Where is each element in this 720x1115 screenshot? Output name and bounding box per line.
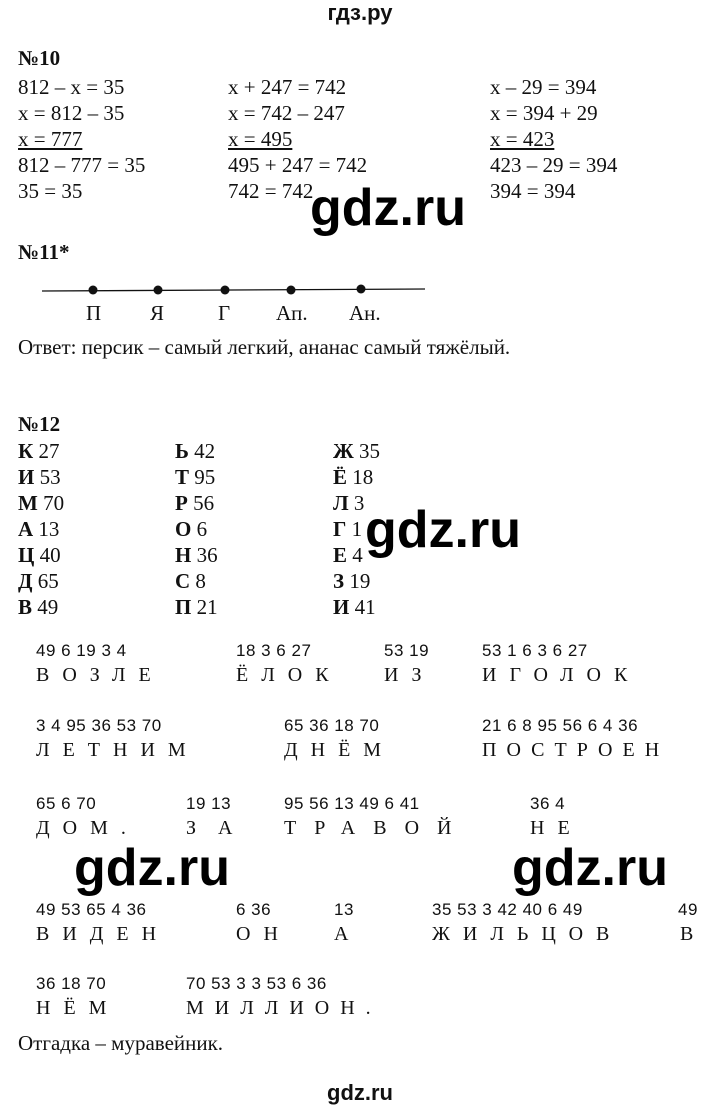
code-number: 18: [352, 465, 374, 489]
point-label: П: [86, 301, 102, 325]
code-number: 49: [37, 595, 59, 619]
code-numbers: 35 53 3 42 40 6 49: [432, 900, 583, 919]
task-11-title: №11*: [18, 240, 70, 264]
point-label: Я: [150, 301, 165, 325]
code-numbers: 21 6 8 95 56 6 4 36: [482, 716, 639, 735]
check-line: 495 + 247 = 742: [228, 153, 368, 177]
code-numbers: 95 56 13 49 6 41: [284, 794, 420, 813]
letter-code: [333, 438, 380, 464]
letter-code-column-2: [175, 438, 218, 620]
code-number: 35: [359, 439, 381, 463]
code-numbers: 65 36 18 70: [284, 716, 380, 735]
code-numbers: 49 6 19 3 4: [36, 641, 127, 660]
letter-code: [18, 490, 64, 516]
point-ya: [154, 286, 163, 295]
point-label: Ап.: [276, 301, 308, 325]
code-numbers: 49 53 65 4 36: [36, 900, 147, 919]
letter: С: [175, 569, 191, 593]
equation-line: х – 29 = 394: [490, 75, 597, 99]
letter-code: [333, 464, 380, 490]
decoded-word: ИГОЛОК: [482, 664, 641, 686]
decoded-word: ОН: [236, 923, 291, 945]
code-numbers: 53 19: [384, 641, 430, 660]
check-result: 35 = 35: [18, 179, 83, 203]
decoded-word: ЗА: [186, 817, 255, 839]
letter-code: [175, 464, 218, 490]
decoded-word: ПОСТРОЕН: [482, 739, 670, 761]
code-number: 42: [194, 439, 216, 463]
code-numbers: 19 13: [186, 794, 232, 813]
code-number: 56: [193, 491, 215, 515]
letter: Ж: [333, 439, 354, 463]
code-number: 40: [39, 543, 61, 567]
letter-code: [175, 438, 218, 464]
code-number: 41: [354, 595, 376, 619]
letter-code-column-1: [18, 438, 64, 620]
letter-code: [18, 438, 64, 464]
number-line: [42, 289, 425, 291]
code-number: 65: [37, 569, 59, 593]
decoded-word: В: [680, 923, 707, 945]
point-an: [357, 285, 366, 294]
decoded-word: ТРАВОЙ: [284, 817, 470, 839]
letter-code: [18, 594, 64, 620]
code-number: 1: [351, 517, 363, 541]
code-number: 36: [196, 543, 218, 567]
code-number: 3: [353, 491, 365, 515]
decoded-word: ДОМ.: [36, 817, 139, 839]
letter: Г: [333, 517, 347, 541]
equation-result: х = 495: [228, 127, 293, 151]
letter-code: [18, 516, 64, 542]
letter: А: [18, 517, 34, 541]
code-number: 8: [195, 569, 206, 593]
letter-code: [333, 568, 380, 594]
letter: Н: [175, 543, 192, 567]
letter: Ё: [333, 465, 348, 489]
point-ap: [287, 286, 296, 295]
watermark: gdz.ru: [512, 839, 668, 897]
code-number: 6: [196, 517, 208, 541]
letter-code: [175, 568, 218, 594]
letter: И: [18, 465, 35, 489]
code-numbers: 6 36: [236, 900, 272, 919]
point-p: [89, 286, 98, 295]
equation-line: х = 812 – 35: [18, 101, 125, 125]
code-number: 13: [38, 517, 60, 541]
decoded-word: НЁМ: [36, 997, 120, 1019]
letter-code: [18, 568, 64, 594]
task-12-answer: Отгадка – муравейник.: [18, 1031, 224, 1055]
decoded-word: ДНЁМ: [284, 739, 395, 761]
decoded-word: ВОЗЛЕ: [36, 664, 164, 686]
code-numbers: 13: [334, 900, 354, 919]
code-number: 53: [39, 465, 61, 489]
letter: И: [333, 595, 350, 619]
letter-code: [175, 516, 218, 542]
code-number: 70: [43, 491, 65, 515]
site-footer: gdz.ru: [327, 1080, 393, 1105]
letter: В: [18, 595, 33, 619]
code-number: 19: [349, 569, 371, 593]
check-line: 423 – 29 = 394: [490, 153, 618, 177]
site-header: гдз.ру: [327, 0, 393, 25]
letter: Т: [175, 465, 190, 489]
equation-result: х = 777: [18, 127, 83, 151]
decoded-word: НЕ: [530, 817, 583, 839]
code-number: 4: [352, 543, 363, 567]
equation-line: х + 247 = 742: [228, 75, 347, 99]
letter: М: [18, 491, 38, 515]
letter: Р: [175, 491, 188, 515]
point-label: Г: [218, 301, 231, 325]
letter-code: [18, 464, 64, 490]
letter: Ь: [175, 439, 189, 463]
letter-code: [18, 542, 64, 568]
code-numbers: 3 4 95 36 53 70: [36, 716, 162, 735]
decoded-word: ЛЕТНИМ: [36, 739, 199, 761]
decoded-word: МИЛЛИОН.: [186, 997, 382, 1019]
letter: Л: [333, 491, 349, 515]
letter: Е: [333, 543, 348, 567]
check-result: 742 = 742: [228, 179, 314, 203]
point-g: [221, 286, 230, 295]
watermark: gdz.ru: [74, 839, 230, 897]
check-line: 812 – 777 = 35: [18, 153, 146, 177]
watermark: gdz.ru: [365, 501, 521, 559]
decoded-word: ИЗ: [384, 664, 435, 686]
task-10-title: №10: [18, 46, 61, 70]
code-numbers: 70 53 3 3 53 6 36: [186, 974, 327, 993]
code-numbers: 49: [678, 900, 698, 919]
letter: К: [18, 439, 34, 463]
code-number: 27: [38, 439, 60, 463]
watermark: gdz.ru: [310, 179, 466, 237]
code-numbers: 53 1 6 3 6 27: [482, 641, 588, 660]
point-label: Ан.: [349, 301, 381, 325]
code-number: 21: [196, 595, 218, 619]
task-11-answer: Ответ: персик – самый легкий, ананас самый тяжёлый.: [18, 335, 511, 359]
decoded-word: ЁЛОК: [236, 664, 342, 686]
code-number: 95: [194, 465, 216, 489]
letter-code: [175, 490, 218, 516]
decoded-word: ВИДЕН: [36, 923, 170, 945]
letter: З: [333, 569, 345, 593]
letter: Д: [18, 569, 33, 593]
code-numbers: 18 3 6 27: [236, 641, 312, 660]
code-numbers: 36 4: [530, 794, 566, 813]
letter-code: [333, 594, 380, 620]
code-numbers: 65 6 70: [36, 794, 97, 813]
letter-code: [175, 542, 218, 568]
letter: О: [175, 517, 192, 541]
equation-line: 812 – х = 35: [18, 75, 125, 99]
task-12-title: №12: [18, 412, 61, 436]
code-numbers: 36 18 70: [36, 974, 107, 993]
decoded-word: ЖИЛЬЦОВ: [432, 923, 623, 945]
letter: Ц: [18, 543, 35, 567]
check-result: 394 = 394: [490, 179, 576, 203]
equation-result: х = 423: [490, 127, 555, 151]
letter: П: [175, 595, 192, 619]
equation-line: х = 394 + 29: [490, 101, 598, 125]
letter-code: [175, 594, 218, 620]
decoded-word: А: [334, 923, 362, 945]
equation-line: х = 742 – 247: [228, 101, 345, 125]
